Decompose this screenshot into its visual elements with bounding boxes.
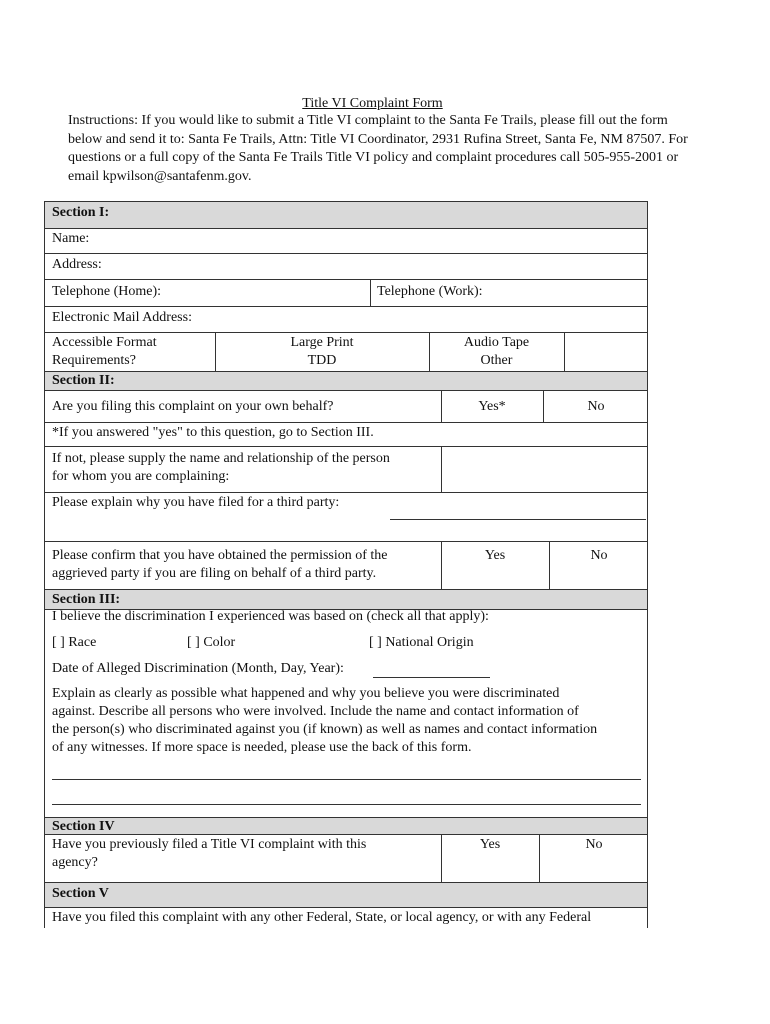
explain-answer-line-2 — [52, 804, 641, 805]
telephone-home-label: Telephone (Home): — [52, 284, 162, 299]
section-3-heading: Section III: — [52, 592, 121, 607]
section-2-header-band — [45, 371, 647, 390]
other-option: Other — [480, 353, 513, 368]
if-not-line-2: for whom you are complaining: — [52, 469, 230, 484]
email-label: Electronic Mail Address: — [52, 310, 192, 325]
date-answer-line — [373, 677, 490, 678]
go-to-section-3-note: *If you answered "yes" to this question, go to Section III. — [52, 425, 374, 440]
third-party-answer-line — [390, 519, 646, 520]
permission-no: No — [590, 548, 608, 563]
section-2-heading: Section II: — [52, 373, 115, 388]
instructions-text: Instructions: If you would like to submit a Title VI complaint to the Santa Fe Trails, please fill out the form below and send it to: Santa Fe Trails, Attn: Title VI Coordinator, 2931 Rufina Street, Santa Fe, NM 87507. For questions or a full copy of the Santa Fe Trails Title VI policy and complaint procedures call 505-955-2001 or email kpwilson@santafenm.gov. — [68, 113, 688, 184]
section-4-header-band — [45, 817, 647, 834]
date-of-discrimination-label: Date of Alleged Discrimination (Month, Day, Year): — [52, 661, 344, 676]
explain-answer-line-1 — [52, 779, 641, 780]
section-4-heading: Section IV — [52, 819, 115, 834]
explain-line-3: the person(s) who discriminated against you (if known) as well as names and contact information — [52, 722, 598, 737]
audio-tape-option: Audio Tape — [463, 335, 530, 350]
previous-complaint-line-1: Have you previously filed a Title VI complaint with this — [52, 837, 367, 852]
permission-yes: Yes — [484, 548, 506, 563]
section-1-header-band — [45, 202, 647, 228]
own-behalf-yes: Yes* — [478, 399, 506, 414]
requirements-label: Requirements? — [52, 353, 136, 368]
previous-complaint-line-2: agency? — [52, 855, 98, 870]
other-agency-question: Have you filed this complaint with any other Federal, State, or local agency, or with any Federal — [52, 910, 592, 925]
section-5-header-band — [45, 882, 647, 907]
explain-line-1: Explain as clearly as possible what happened and why you believe you were discriminated — [52, 686, 560, 701]
large-print-option: Large Print — [290, 335, 354, 350]
form-title: Title VI Complaint Form — [302, 96, 443, 111]
confirm-permission-line-2: aggrieved party if you are filing on behalf of a third party. — [52, 566, 377, 581]
telephone-work-label: Telephone (Work): — [377, 284, 483, 299]
section-5-heading: Section V — [52, 886, 109, 901]
explain-line-2: against. Describe all persons who were involved. Include the name and contact information of — [52, 704, 579, 719]
race-checkbox[interactable]: [ ] Race — [52, 635, 97, 650]
explain-third-party-label: Please explain why you have filed for a third party: — [52, 495, 340, 510]
section-1-heading: Section I: — [52, 205, 110, 220]
previous-complaint-no: No — [585, 837, 603, 852]
confirm-permission-line-1: Please confirm that you have obtained the permission of the — [52, 548, 388, 563]
own-behalf-question: Are you filing this complaint on your own behalf? — [52, 399, 334, 414]
if-not-line-1: If not, please supply the name and relationship of the person — [52, 451, 390, 466]
national-origin-checkbox[interactable]: [ ] National Origin — [369, 635, 474, 650]
section-3-header-band — [45, 589, 647, 609]
accessible-format-label: Accessible Format — [52, 335, 157, 350]
color-checkbox[interactable]: [ ] Color — [187, 635, 236, 650]
address-label: Address: — [52, 257, 102, 272]
discrimination-basis-label: I believe the discrimination I experienced was based on (check all that apply): — [52, 609, 489, 624]
explain-line-4: of any witnesses. If more space is needed, please use the back of this form. — [52, 740, 472, 755]
tdd-option: TDD — [307, 353, 337, 368]
previous-complaint-yes: Yes — [479, 837, 501, 852]
own-behalf-no: No — [587, 399, 605, 414]
complaint-form-table — [44, 201, 648, 928]
name-label: Name: — [52, 231, 90, 246]
